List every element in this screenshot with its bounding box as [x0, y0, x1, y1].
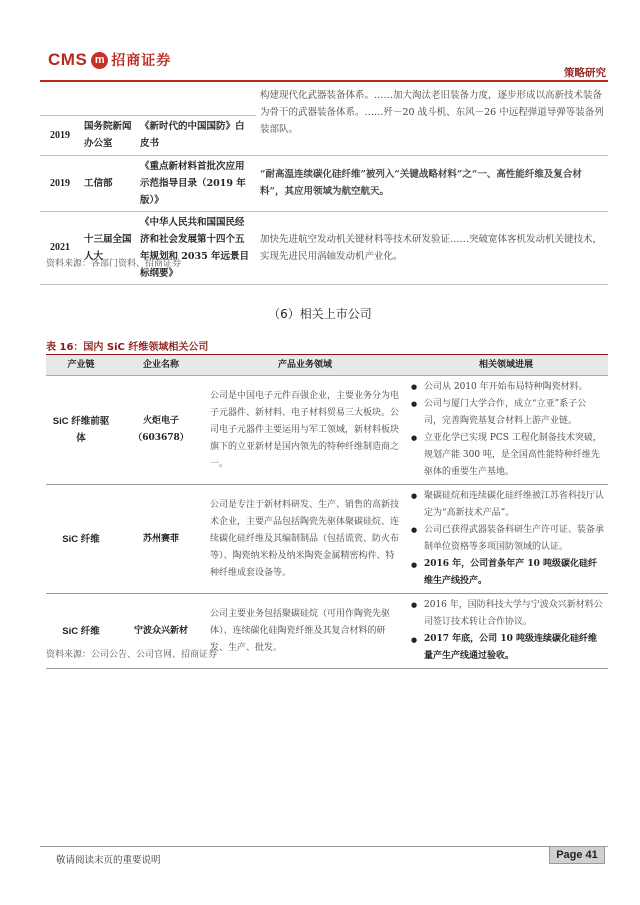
doc-cell — [136, 85, 256, 115]
company-name: 宁波众兴新材 — [133, 625, 188, 636]
table-row — [46, 376, 608, 485]
table-caption: 表 16：国内 SiC 纤维领域相关公司 — [46, 342, 209, 353]
company-cell — [116, 485, 206, 594]
doc-cell: 《中华人民共和国国民经济和社会发展第十四个五年规划和 2035 年远景目标纲要》 — [136, 211, 256, 284]
stock-code: （603678） — [133, 433, 189, 443]
section-title: （6）相关上市公司 — [268, 307, 372, 321]
page-header — [40, 42, 608, 82]
logo-text-en: CMS — [48, 50, 88, 69]
list-item: ● 2016 年，公司首条年产 10 吨级碳化硅纤维生产线投产。 — [424, 556, 604, 590]
table-row — [40, 85, 608, 115]
company-cell — [116, 376, 206, 485]
list-item: ● 立亚化学已实现 PCS 工程化制备技术突破，规划产能 300 吨，是全国高性能特种纤维先驱体的重要生产基地。 — [424, 430, 604, 481]
policy-table — [40, 85, 608, 285]
brand-logo — [48, 50, 171, 70]
progress-cell — [404, 485, 608, 594]
progress-cell — [404, 594, 608, 669]
page-number: Page 41 — [549, 846, 605, 864]
org-name: 人大 — [84, 250, 104, 262]
org-cell: 国务院新闻办公室 — [80, 115, 136, 155]
doc-cell: 《新时代的中国国防》白皮书 — [136, 115, 256, 155]
company-table — [46, 355, 608, 669]
list-item: ● 2016 年，国防科技大学与宁波众兴新材料公司签订技术转让合作协议。 — [424, 597, 604, 631]
business-cell: 公司主要业务包括聚碳硅烷（可用作陶瓷先驱体）、连续碳化硅陶瓷纤维及其复合材料的研发、生产、批发。 — [206, 594, 404, 669]
footer-divider — [40, 846, 608, 847]
table-row — [46, 485, 608, 594]
list-item: ● 公司从 2010 年开始布局特种陶瓷材料。 — [424, 379, 604, 396]
column-header: 相关领域进展 — [404, 355, 608, 376]
policy-source: 资料来源：各部门资料、招商证券 — [46, 259, 182, 269]
table-header-row — [46, 355, 608, 376]
chain-cell: SiC 纤维 — [46, 594, 116, 669]
table-row — [40, 211, 608, 284]
progress-list — [408, 597, 604, 665]
list-item: ● 公司与厦门大学合作，成立“立亚”系子公司，完善陶瓷基复合材料上游产业链。 — [424, 396, 604, 430]
desc-cell: “耐高温连续碳化硅纤维”被列入“关键战略材料”之“一、高性能纤维及复合材料”，其应用领域为航空航天。 — [256, 155, 608, 211]
company-name: 火炬电子 — [142, 416, 179, 426]
org-cell: 工信部 — [80, 155, 136, 211]
desc-cell: 构建现代化武器装备体系。……加大淘汰老旧装备力度，逐步形成以高新技术装备为骨干的武器装备体系。……歼－20 战斗机、东风－26 中远程弹道导弹等装备列装部队。 — [256, 85, 608, 155]
org-prefix: 十三届全国 — [84, 233, 132, 245]
header-divider — [40, 80, 608, 82]
progress-list — [408, 488, 604, 590]
table-row — [40, 155, 608, 211]
column-header: 产业链 — [46, 355, 116, 376]
company-name: 苏州赛菲 — [142, 533, 179, 544]
logo-badge-icon: m — [91, 52, 108, 69]
footer-note: 敬请阅读末页的重要说明 — [56, 855, 161, 866]
section-label: 策略研究 — [564, 67, 606, 79]
org-cell — [80, 85, 136, 115]
chain-cell: SiC 纤维前驱体 — [46, 376, 116, 485]
progress-cell — [404, 376, 608, 485]
desc-cell: 加快先进航空发动机关键材料等技术研发验证……突破宽体客机发动机关键技术，实现先进民用涡轴发动机产业化。 — [256, 211, 608, 284]
logo-text-cn: 招商证券 — [111, 53, 172, 69]
org-cell — [80, 211, 136, 284]
year-cell: 2019 — [40, 115, 80, 155]
list-item: ● 2017 年底，公司 10 吨级连续碳化硅纤维量产生产线通过验收。 — [424, 631, 604, 665]
company-source: 资料来源：公司公告、公司官网、招商证券 — [46, 650, 218, 660]
progress-list — [408, 379, 604, 481]
list-item: ● 聚碳硅烷和连续碳化硅纤维被江苏省科技厅认定为“高新技术产品”。 — [424, 488, 604, 522]
business-cell: 公司是中国电子元件百强企业，主要业务分为电子元器件、新材料、电子材料贸易三大板块。公司电子元器件主要运用与军工领域，新材料板块旗下的立亚新材是国内领先的特种纤维制造商之一。 — [206, 376, 404, 485]
year-cell: 2019 — [40, 155, 80, 211]
column-header: 产品业务领域 — [206, 355, 404, 376]
business-cell: 公司是专注于新材料研发、生产、销售的高新技术企业，主要产品包括陶瓷先驱体聚碳硅烷、连续碳化硅纤维及其编制制品（包括谎瓷、防火布等）、陶瓷纳米粉及纳米陶瓷金属精密构件、特种纤维成套设备等。 — [206, 485, 404, 594]
doc-cell: 《重点新材料首批次应用示范指导目录（2019 年版）》 — [136, 155, 256, 211]
column-header: 企业名称 — [116, 355, 206, 376]
list-item: ● 公司已获得武器装备科研生产许可证、装备承制单位资格等多项国防领域的认证。 — [424, 522, 604, 556]
year-cell: 2021 — [40, 211, 80, 284]
year-cell — [40, 85, 80, 115]
chain-cell: SiC 纤维 — [46, 485, 116, 594]
